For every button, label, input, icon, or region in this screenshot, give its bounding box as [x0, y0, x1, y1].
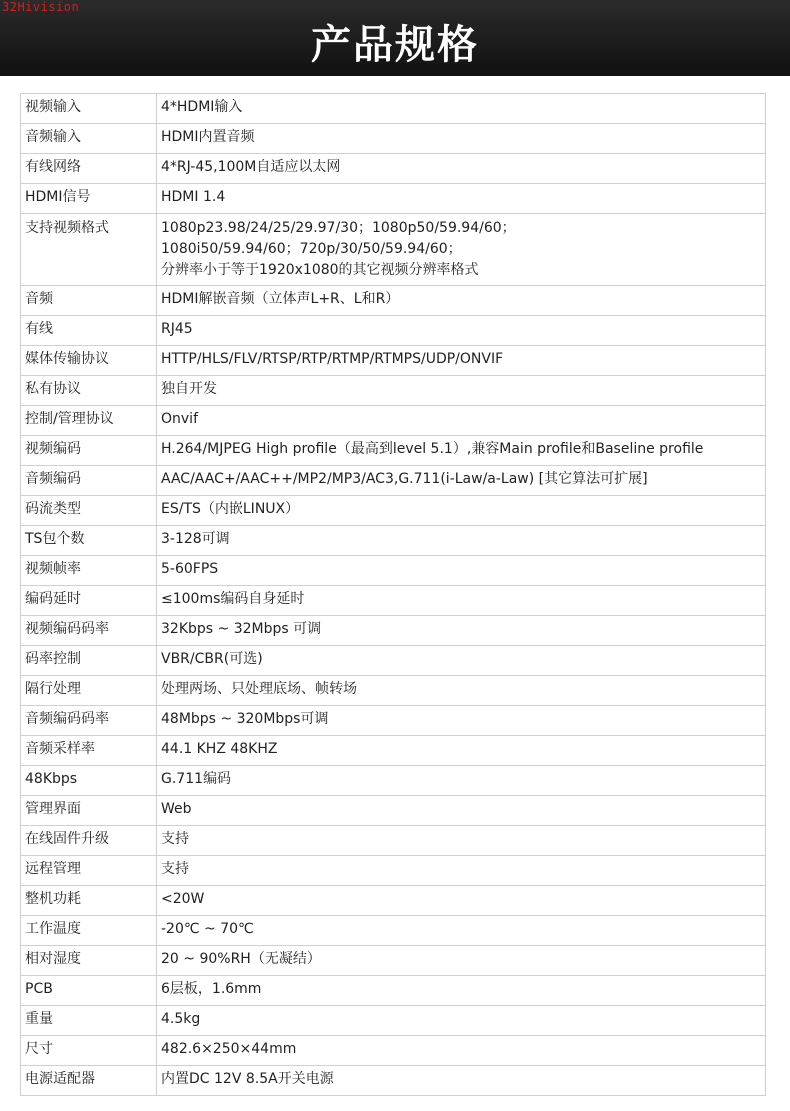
- spec-value: 5-60FPS: [157, 556, 766, 586]
- spec-value: HDMI 1.4: [157, 184, 766, 214]
- spec-table: [20, 93, 766, 1096]
- spec-label: 电源适配器: [21, 1066, 157, 1096]
- spec-row: [21, 736, 766, 766]
- spec-label: 在线固件升级: [21, 826, 157, 856]
- spec-row: [21, 706, 766, 736]
- spec-value: Web: [157, 796, 766, 826]
- spec-row: [21, 586, 766, 616]
- spec-row: [21, 466, 766, 496]
- spec-label: 重量: [21, 1006, 157, 1036]
- spec-row: [21, 676, 766, 706]
- spec-row: [21, 436, 766, 466]
- spec-label: 整机功耗: [21, 886, 157, 916]
- spec-label: 码率控制: [21, 646, 157, 676]
- spec-row: [21, 1006, 766, 1036]
- spec-label: 视频帧率: [21, 556, 157, 586]
- spec-value: G.711编码: [157, 766, 766, 796]
- spec-value: 3-128可调: [157, 526, 766, 556]
- spec-value: 32Kbps ~ 32Mbps 可调: [157, 616, 766, 646]
- spec-value: 独自开发: [157, 376, 766, 406]
- spec-label: PCB: [21, 976, 157, 1006]
- spec-row: [21, 616, 766, 646]
- spec-row: [21, 526, 766, 556]
- spec-label: 工作温度: [21, 916, 157, 946]
- spec-row: [21, 346, 766, 376]
- spec-value: 6层板，1.6mm: [157, 976, 766, 1006]
- spec-label: 音频编码: [21, 466, 157, 496]
- spec-label: 隔行处理: [21, 676, 157, 706]
- watermark: 32Hivision: [2, 0, 80, 14]
- spec-value: HTTP/HLS/FLV/RTSP/RTP/RTMP/RTMPS/UDP/ONVIF: [157, 346, 766, 376]
- spec-label: 音频采样率: [21, 736, 157, 766]
- spec-row: [21, 826, 766, 856]
- spec-value: [157, 214, 766, 286]
- spec-value: 处理两场、只处理底场、帧转场: [157, 676, 766, 706]
- spec-value: 4*RJ-45,100M自适应以太网: [157, 154, 766, 184]
- spec-row: [21, 496, 766, 526]
- spec-label: HDMI信号: [21, 184, 157, 214]
- spec-row: [21, 376, 766, 406]
- spec-value: Onvif: [157, 406, 766, 436]
- page-title: 产品规格: [311, 22, 479, 68]
- spec-row: [21, 856, 766, 886]
- spec-label: 控制/管理协议: [21, 406, 157, 436]
- spec-label: 音频输入: [21, 124, 157, 154]
- spec-label: 编码延时: [21, 586, 157, 616]
- spec-label: 媒体传输协议: [21, 346, 157, 376]
- spec-row: [21, 286, 766, 316]
- spec-label: 音频编码码率: [21, 706, 157, 736]
- spec-row: [21, 796, 766, 826]
- spec-row: [21, 556, 766, 586]
- spec-value: 20 ~ 90%RH（无凝结）: [157, 946, 766, 976]
- spec-value: 内置DC 12V 8.5A开关电源: [157, 1066, 766, 1096]
- spec-label: 私有协议: [21, 376, 157, 406]
- spec-value: -20℃ ~ 70℃: [157, 916, 766, 946]
- spec-value: VBR/CBR(可选): [157, 646, 766, 676]
- spec-row: [21, 1066, 766, 1096]
- spec-row: [21, 214, 766, 286]
- spec-label: 48Kbps: [21, 766, 157, 796]
- header-banner: [0, 0, 790, 76]
- spec-row: [21, 646, 766, 676]
- spec-value: 4.5kg: [157, 1006, 766, 1036]
- spec-value-line: 1080p23.98/24/25/29.97/30；1080p50/59.94/60；: [161, 220, 516, 236]
- spec-value: AAC/AAC+/AAC++/MP2/MP3/AC3,G.711(i-Law/a-Law) [其它算法可扩展]: [157, 466, 766, 496]
- spec-row: [21, 886, 766, 916]
- spec-value-line: 1080i50/59.94/60；720p/30/50/59.94/60；: [161, 241, 462, 257]
- spec-label: 码流类型: [21, 496, 157, 526]
- spec-value: 482.6×250×44mm: [157, 1036, 766, 1066]
- spec-value: 44.1 KHZ 48KHZ: [157, 736, 766, 766]
- spec-value: <20W: [157, 886, 766, 916]
- spec-label: TS包个数: [21, 526, 157, 556]
- spec-row: [21, 976, 766, 1006]
- spec-label: 有线: [21, 316, 157, 346]
- spec-row: [21, 766, 766, 796]
- spec-row: [21, 94, 766, 124]
- spec-value: 支持: [157, 856, 766, 886]
- spec-row: [21, 946, 766, 976]
- spec-value: 支持: [157, 826, 766, 856]
- spec-row: [21, 154, 766, 184]
- spec-value: RJ45: [157, 316, 766, 346]
- spec-label: 有线网络: [21, 154, 157, 184]
- spec-row: [21, 316, 766, 346]
- spec-value: H.264/MJPEG High profile（最高到level 5.1）,兼容Main profile和Baseline profile: [157, 436, 766, 466]
- spec-value: 48Mbps ~ 320Mbps可调: [157, 706, 766, 736]
- spec-label: 音频: [21, 286, 157, 316]
- spec-value: ES/TS（内嵌LINUX）: [157, 496, 766, 526]
- spec-label: 支持视频格式: [21, 214, 157, 286]
- spec-value: ≤100ms编码自身延时: [157, 586, 766, 616]
- spec-value: 4*HDMI输入: [157, 94, 766, 124]
- spec-value-line: 分辨率小于等于1920x1080的其它视频分辨率格式: [161, 262, 479, 278]
- spec-row: [21, 916, 766, 946]
- spec-label: 相对湿度: [21, 946, 157, 976]
- spec-label: 视频编码: [21, 436, 157, 466]
- spec-label: 远程管理: [21, 856, 157, 886]
- spec-value: HDMI解嵌音频（立体声L+R、L和R）: [157, 286, 766, 316]
- spec-label: 视频输入: [21, 94, 157, 124]
- spec-label: 视频编码码率: [21, 616, 157, 646]
- spec-row: [21, 184, 766, 214]
- spec-value: HDMI内置音频: [157, 124, 766, 154]
- spec-row: [21, 1036, 766, 1066]
- spec-label: 尺寸: [21, 1036, 157, 1066]
- spec-row: [21, 124, 766, 154]
- spec-row: [21, 406, 766, 436]
- spec-label: 管理界面: [21, 796, 157, 826]
